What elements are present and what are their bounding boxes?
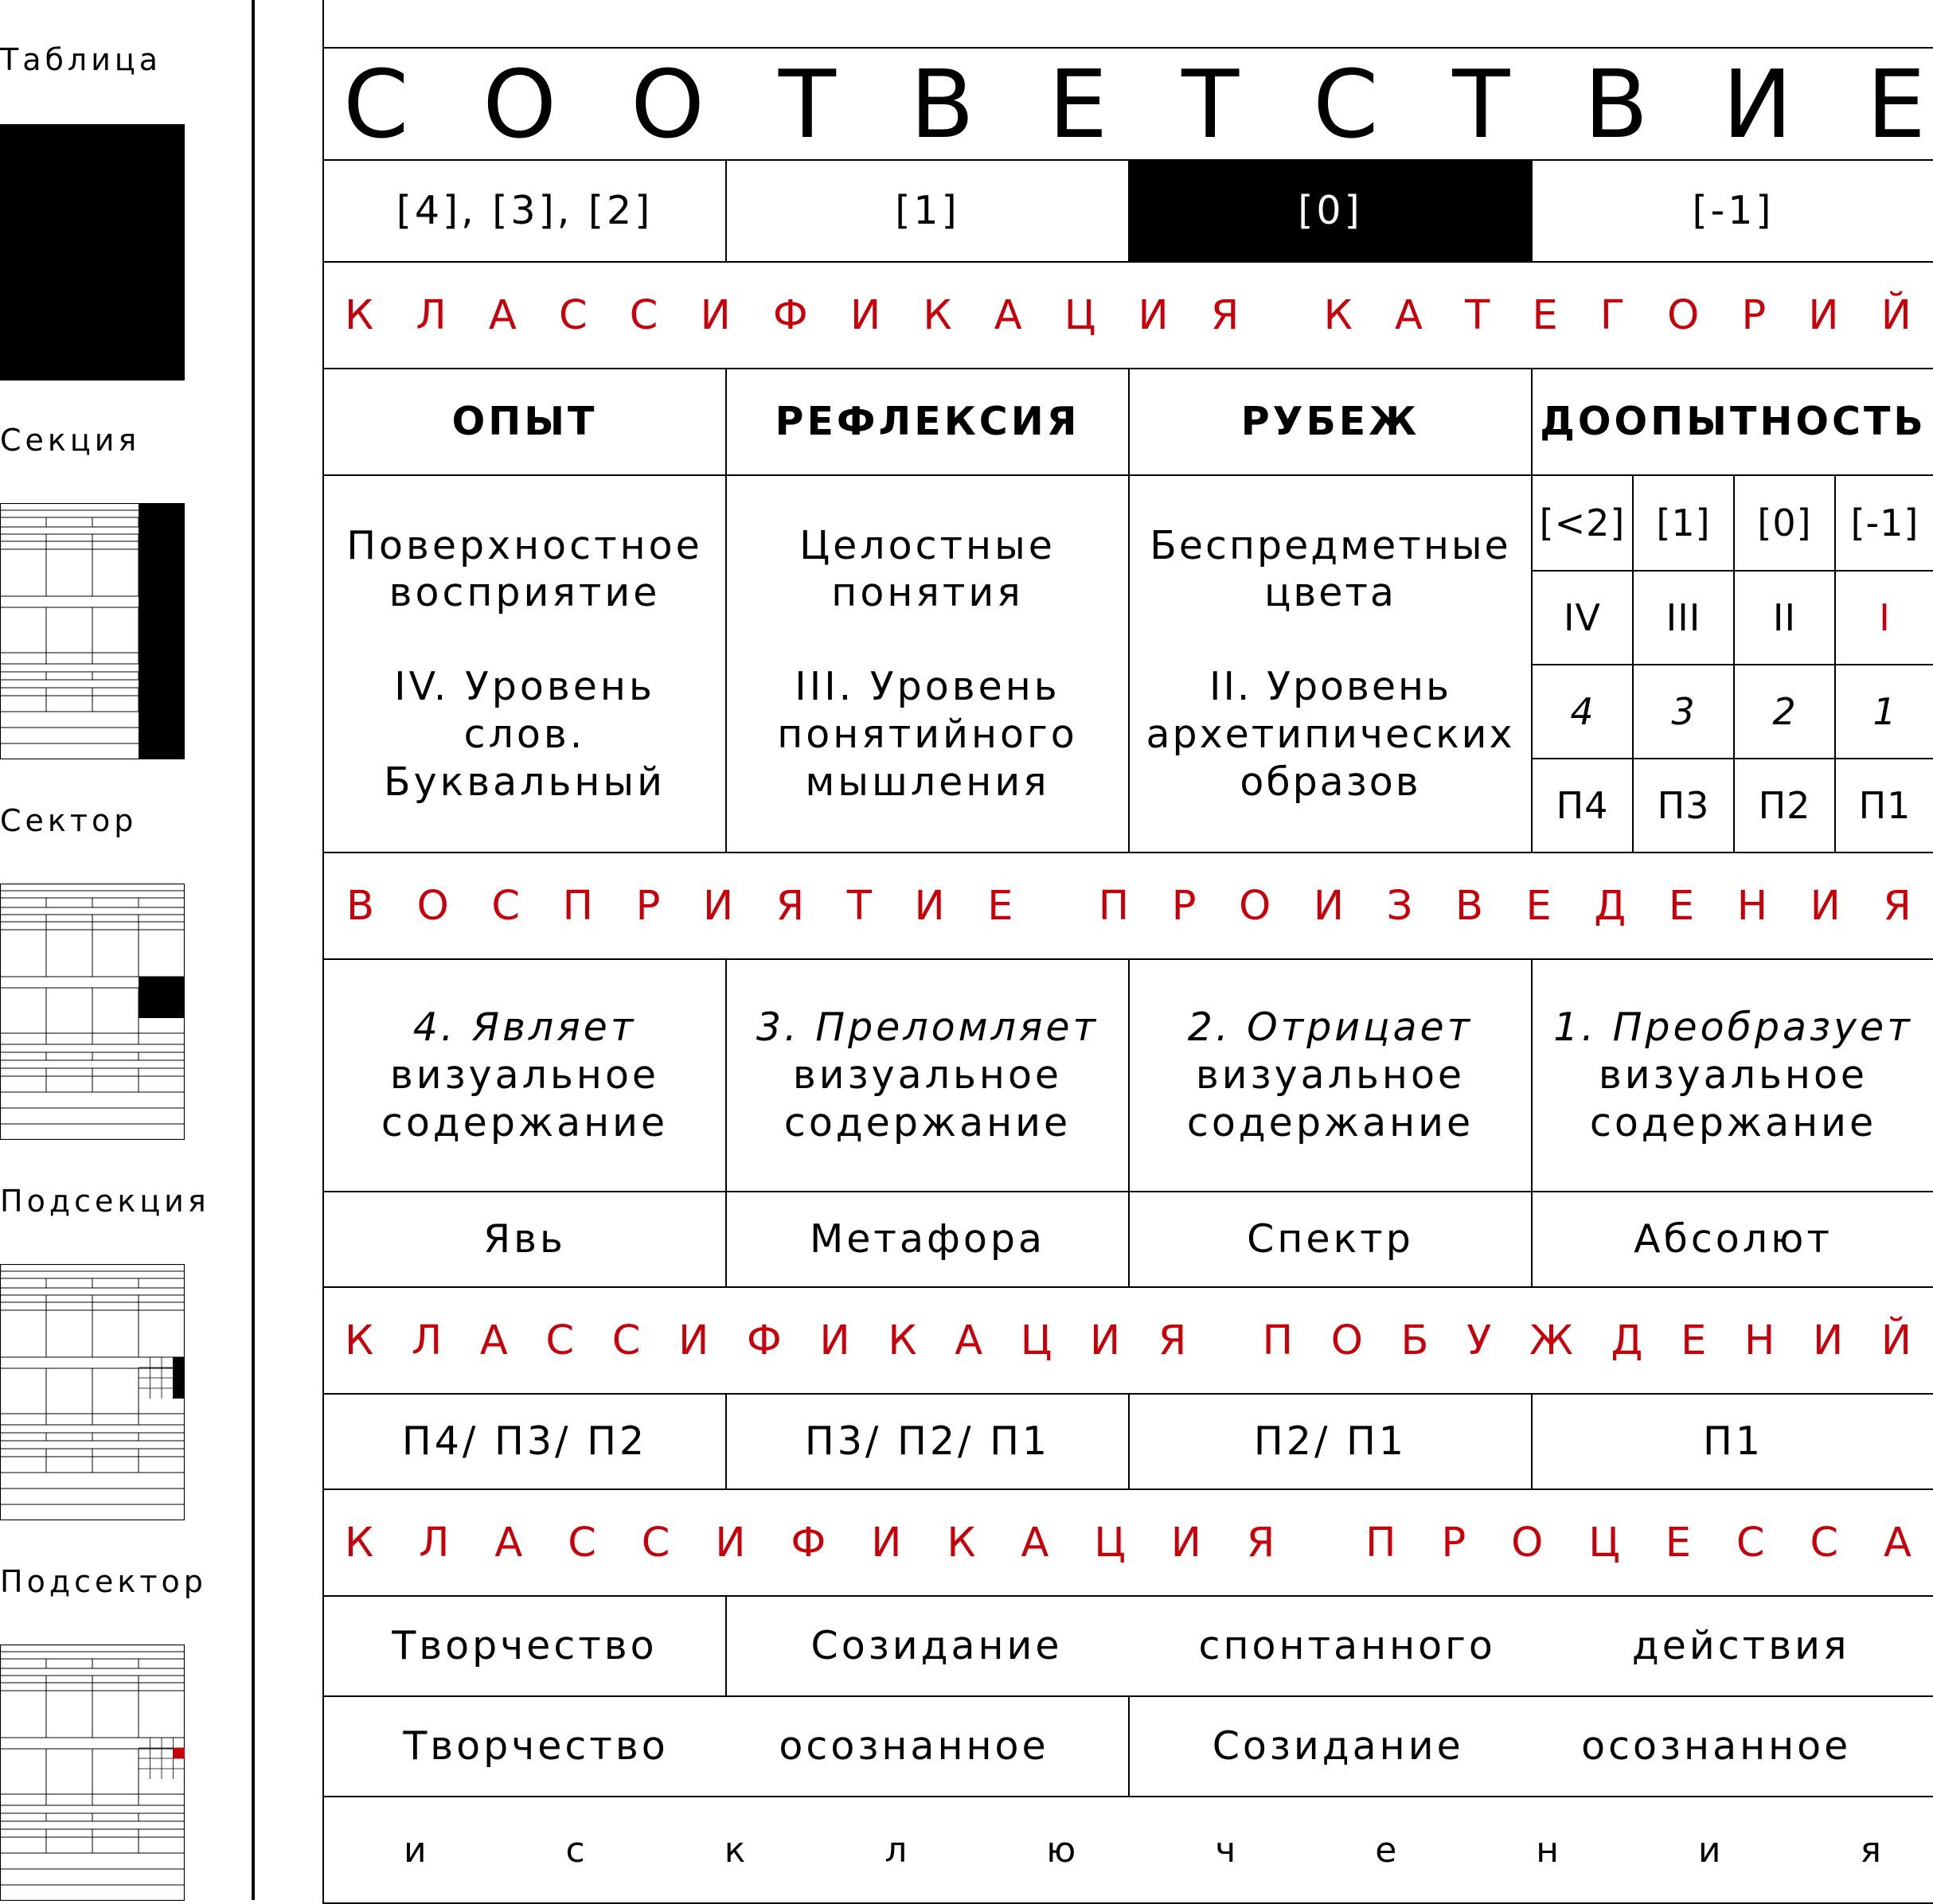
impulse-cell-2: П3/ П2/ П1: [725, 1393, 1130, 1490]
highlight-subsector: [173, 1748, 185, 1758]
subgrid-number: 1: [1834, 664, 1933, 759]
section-heading-perception: В О С П Р И Я Т И Е П Р О И З В Е Д Е Н И Я: [322, 852, 1933, 960]
legend-label-sector: Сектор: [0, 803, 138, 838]
legend-label-table: Таблица: [0, 42, 162, 77]
section-heading-process: К Л А С С И Ф И К А Ц И Я П Р О Ц Е С С А: [322, 1488, 1933, 1597]
description-boundary: Беспредметные цвета II. Уровень архетипических образов: [1128, 474, 1533, 853]
process-cell-conscious-making: Созидание осознанное: [1128, 1695, 1933, 1797]
subgrid-header: [-1]: [1834, 474, 1933, 572]
legend-sector-thumbnail: [0, 884, 185, 1140]
table-title: С О О Т В Е Т С Т В И Е: [322, 47, 1933, 161]
process-cell-spontaneous: Созидание спонтанного действия: [725, 1595, 1933, 1697]
legend-subsection-thumbnail: [0, 1264, 185, 1520]
subgrid-p-code: П2: [1733, 758, 1836, 853]
subgrid-roman: II: [1733, 570, 1836, 665]
process-cell-creation: Творчество: [322, 1595, 727, 1697]
subgrid-number: 4: [1531, 664, 1634, 759]
subgrid-roman-highlighted: I: [1834, 570, 1933, 665]
mode-cell-4: Абсолют: [1531, 1191, 1933, 1288]
highlight-sector: [139, 977, 185, 1018]
legend-subsector-thumbnail: [0, 1645, 185, 1901]
subgrid-header: [<2]: [1531, 474, 1634, 572]
category-boundary: РУБЕЖ: [1128, 368, 1533, 476]
category-reflection: РЕФЛЕКСИЯ: [725, 368, 1130, 476]
section-heading-categories: К Л А С С И Ф И К А Ц И Я К А Т Е Г О Р И Й: [322, 261, 1933, 369]
top-empty-strip: [322, 0, 1933, 49]
subgrid-p-code: П4: [1531, 758, 1634, 853]
subgrid-number: 3: [1632, 664, 1735, 759]
perception-cell-3: 2. Отрицает визуальное содержание: [1128, 958, 1533, 1192]
impulse-cell-3: П2/ П1: [1128, 1393, 1533, 1490]
index-cell-1: [4], [3], [2]: [322, 159, 727, 263]
category-experience: ОПЫТ: [322, 368, 727, 476]
subgrid-roman: IV: [1531, 570, 1634, 665]
legend-label-subsector: Подсектор: [0, 1564, 207, 1599]
index-cell-4: [-1]: [1531, 159, 1933, 263]
perception-cell-1: 4. Являет визуальное содержание: [322, 958, 727, 1192]
impulse-cell-4: П1: [1531, 1393, 1933, 1490]
subgrid-header: [1]: [1632, 474, 1735, 572]
legend-section-thumbnail: [0, 503, 185, 759]
highlight-subsection: [173, 1357, 185, 1399]
perception-cell-4: 1. Преобразует визуальное содержание: [1531, 958, 1933, 1192]
legend-divider: [252, 0, 255, 1900]
legend-table-swatch: [0, 124, 185, 380]
process-cell-conscious-creation: Творчество осознанное: [322, 1695, 1130, 1797]
mode-cell-1: Явь: [322, 1191, 727, 1288]
subgrid-p-code: П3: [1632, 758, 1735, 853]
subgrid-p-code: П1: [1834, 758, 1933, 853]
index-cell-highlighted: [0]: [1128, 159, 1533, 263]
category-pre-experience: ДООПЫТНОСТЬ: [1531, 368, 1933, 476]
impulse-cell-1: П4/ П3/ П2: [322, 1393, 727, 1490]
mode-cell-2: Метафора: [725, 1191, 1130, 1288]
perception-cell-2: 3. Преломляет визуальное содержание: [725, 958, 1130, 1192]
legend-label-section: Секция: [0, 423, 141, 458]
index-cell-2: [1]: [725, 159, 1130, 263]
section-heading-impulses: К Л А С С И Ф И К А Ц И Я П О Б У Ж Д Е Н И Й: [322, 1286, 1933, 1395]
subgrid-roman: III: [1632, 570, 1735, 665]
highlight-column: [139, 503, 185, 759]
subgrid-header: [0]: [1733, 474, 1836, 572]
description-experience: Поверхностное восприятие IV. Уровень слов. Буквальный: [322, 474, 727, 853]
subgrid-number: 2: [1733, 664, 1836, 759]
legend-label-subsection: Подсекция: [0, 1184, 210, 1219]
mode-cell-3: Спектр: [1128, 1191, 1533, 1288]
exceptions-row: и с к л ю ч е н и я: [322, 1796, 1933, 1904]
description-reflection: Целостные понятия III. Уровень понятийного мышления: [725, 474, 1130, 853]
